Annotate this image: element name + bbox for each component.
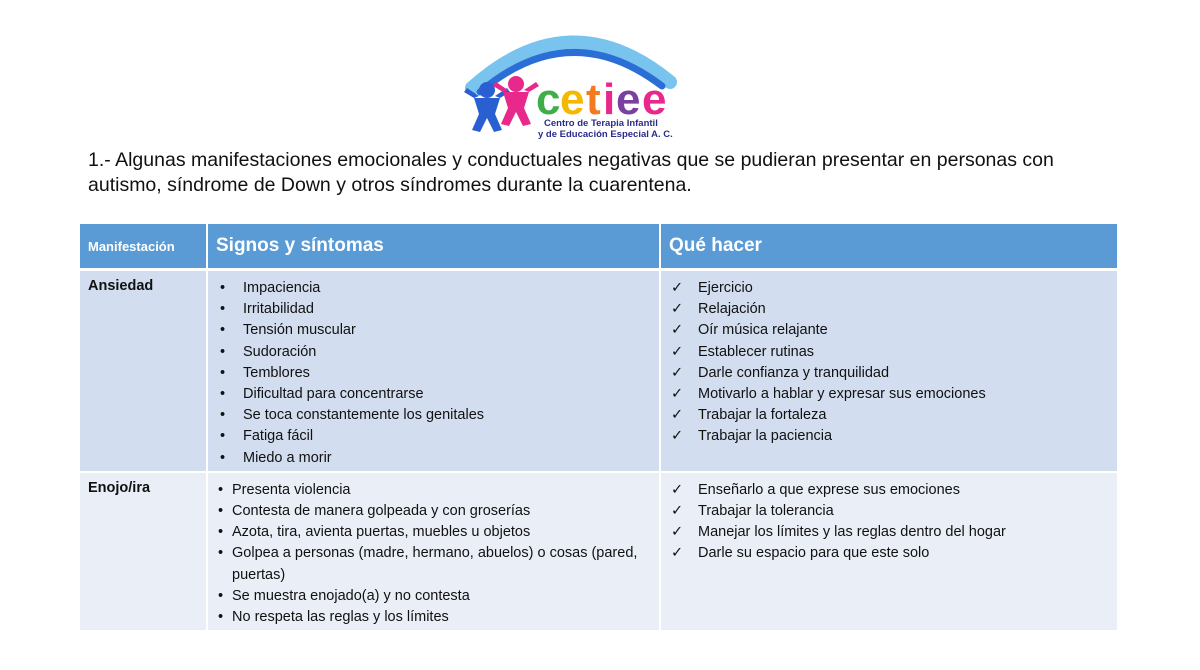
- list-item: ✓ Ejercicio: [669, 278, 1109, 299]
- list-item: • Temblores: [216, 363, 651, 384]
- logo-letter-i: i: [603, 75, 616, 124]
- list-item: • Golpea a personas (madre, hermano, abuelos) o cosas (pared, puertas): [216, 543, 651, 585]
- row-label: Enojo/ira: [80, 472, 207, 631]
- header-manifestacion: Manifestación: [80, 224, 207, 270]
- logo-letter-e: e: [560, 75, 585, 124]
- logo-letter-e2: e: [616, 75, 641, 124]
- logo-subtitle-1: Centro de Terapia Infantil: [544, 118, 658, 129]
- list-item: • No respeta las reglas y los límites: [216, 607, 651, 628]
- list-item: • Miedo a morir: [216, 448, 651, 469]
- table-row: [80, 472, 1118, 631]
- list-item: • Contesta de manera golpeada y con groserías: [216, 501, 651, 522]
- actions-list: [669, 278, 1109, 448]
- list-item: ✓ Establecer rutinas: [669, 342, 1109, 363]
- cetiee-logo: [460, 18, 690, 143]
- table-row: [80, 270, 1118, 472]
- logo-subtitle-2: y de Educación Especial A. C.: [538, 129, 673, 140]
- list-item: ✓ Trabajar la paciencia: [669, 426, 1109, 447]
- list-item: • Azota, tira, avienta puertas, muebles u objetos: [216, 522, 651, 543]
- list-item: ✓ Trabajar la fortaleza: [669, 405, 1109, 426]
- list-item: ✓ Enseñarlo a que exprese sus emociones: [669, 480, 1109, 501]
- header-que-hacer: Qué hacer: [660, 224, 1118, 270]
- list-item: ✓ Trabajar la tolerancia: [669, 501, 1109, 522]
- list-item: ✓ Oír música relajante: [669, 320, 1109, 341]
- list-item: ✓ Darle su espacio para que este solo: [669, 543, 1109, 564]
- row-label: Ansiedad: [80, 270, 207, 472]
- actions-list: [669, 480, 1109, 565]
- list-item: • Tensión muscular: [216, 320, 651, 341]
- list-item: • Fatiga fácil: [216, 426, 651, 447]
- list-item: ✓ Darle confianza y tranquilidad: [669, 363, 1109, 384]
- logo-letter-c: c: [536, 75, 561, 124]
- logo-letter-t: t: [586, 75, 601, 124]
- table-header-row: [80, 224, 1118, 270]
- list-item: • Sudoración: [216, 342, 651, 363]
- actions-cell: [660, 472, 1118, 631]
- actions-cell: [660, 270, 1118, 472]
- list-item: • Dificultad para concentrarse: [216, 384, 651, 405]
- list-item: • Impaciencia: [216, 278, 651, 299]
- manifestations-table: [80, 224, 1119, 632]
- list-item: • Se muestra enojado(a) y no contesta: [216, 586, 651, 607]
- list-item: • Se toca constantemente los genitales: [216, 405, 651, 426]
- logo-letter-e3: e: [642, 75, 667, 124]
- list-item: ✓ Manejar los límites y las reglas dentro del hogar: [669, 522, 1109, 543]
- list-item: ✓ Motivarlo a hablar y expresar sus emociones: [669, 384, 1109, 405]
- signs-cell: [207, 270, 660, 472]
- signs-list: [216, 278, 651, 469]
- signs-cell: [207, 472, 660, 631]
- header-signos: Signos y síntomas: [207, 224, 660, 270]
- list-item: • Irritabilidad: [216, 299, 651, 320]
- page-heading: 1.- Algunas manifestaciones emocionales y conductuales negativas que se pudieran presentar en personas con autismo, síndrome de Down y otros síndromes durante la cuarentena.: [88, 149, 1054, 196]
- signs-list: [216, 480, 651, 628]
- list-item: • Presenta violencia: [216, 480, 651, 501]
- list-item: ✓ Relajación: [669, 299, 1109, 320]
